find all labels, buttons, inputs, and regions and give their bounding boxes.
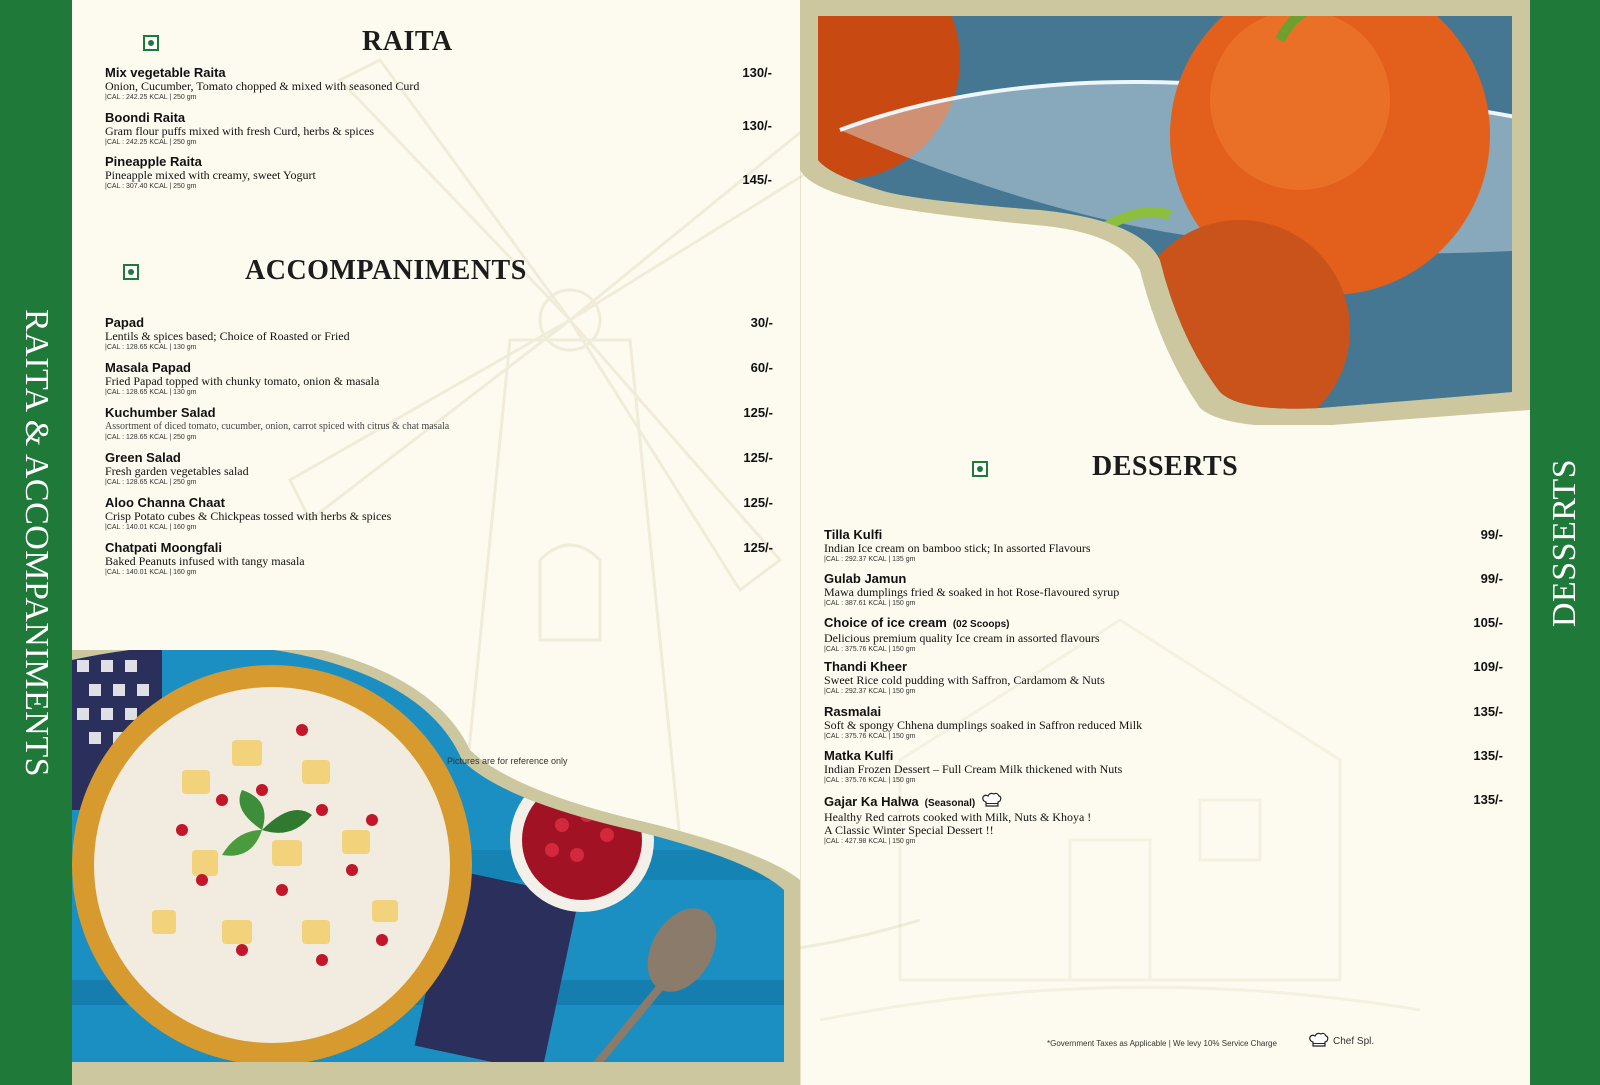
item-description-line2: A Classic Winter Special Dessert !! (824, 823, 994, 837)
left-sidebar-label: RAITA & ACCOMPANIMENTS (18, 308, 55, 777)
item-name: Pineapple Raita (105, 154, 202, 169)
item-price: 125/- (743, 495, 773, 510)
chef-special-legend: Chef Spl. (1333, 1036, 1375, 1047)
menu-item (105, 540, 305, 578)
left-sidebar-band (0, 0, 72, 1085)
item-name-suffix: (02 Scoops) (952, 619, 1010, 630)
item-name (824, 748, 1122, 763)
item-calories: |CAL : 140.01 KCAL | 160 gm (105, 524, 197, 531)
item-description: Lentils & spices based; Choice of Roasted or Fried (105, 329, 350, 343)
menu-item (824, 792, 1091, 847)
item-calories: |CAL : 427.98 KCAL | 150 gm (824, 838, 916, 845)
item-name (824, 792, 1091, 811)
reference-note: Pictures are for reference only (447, 756, 568, 766)
item-name-text: Gajar Ka Halwa (824, 794, 919, 809)
item-name-text: Matka Kulfi (824, 748, 894, 763)
item-description: Delicious premium quality Ice cream in assorted flavours (824, 631, 1100, 645)
item-description: Baked Peanuts infused with tangy masala (105, 554, 305, 568)
menu-item (824, 615, 1100, 655)
gulab-jamun-photo (800, 0, 1530, 425)
menu-item (824, 704, 1142, 742)
menu-item (824, 659, 1105, 697)
item-description: Indian Ice cream on bamboo stick; In assorted Flavours (824, 541, 1091, 555)
chef-hat-icon (1308, 1032, 1330, 1048)
item-calories: |CAL : 242.25 KCAL | 250 gm (105, 94, 197, 101)
item-name: Papad (105, 315, 145, 330)
item-price: 99/- (1480, 527, 1503, 542)
right-sidebar-band (1530, 0, 1600, 1085)
item-price: 99/- (1480, 571, 1503, 586)
item-name: Mix vegetable Raita (105, 65, 226, 80)
item-price: 30/- (750, 315, 773, 330)
item-name: Green Salad (105, 450, 181, 465)
menu-item (105, 110, 374, 148)
item-name: Chatpati Moongfali (105, 540, 222, 555)
item-price: 135/- (1473, 704, 1503, 719)
menu-item (105, 360, 379, 398)
item-calories: |CAL : 375.76 KCAL | 150 gm (824, 646, 916, 653)
item-name: Kuchumber Salad (105, 405, 216, 420)
item-price: 145/- (742, 172, 772, 187)
item-calories: |CAL : 292.37 KCAL | 150 gm (824, 688, 916, 695)
item-description: Mawa dumplings fried & soaked in hot Rose-flavoured syrup (824, 585, 1120, 599)
item-calories: |CAL : 128.65 KCAL | 130 gm (105, 389, 197, 396)
item-name (824, 615, 1100, 632)
item-name-suffix: (Seasonal) (924, 798, 976, 809)
item-price: 109/- (1473, 659, 1503, 674)
item-name (824, 571, 1119, 586)
item-calories: |CAL : 307.40 KCAL | 250 gm (105, 183, 197, 190)
item-description: Gram flour puffs mixed with fresh Curd, herbs & spices (105, 124, 375, 138)
chef-hat-icon (981, 792, 1003, 808)
item-description: Healthy Red carrots cooked with Milk, Nuts & Khoya ! (824, 810, 1092, 824)
item-name (824, 659, 1105, 674)
veg-icon (143, 35, 159, 51)
item-description: Pineapple mixed with creamy, sweet Yogurt (105, 168, 316, 182)
item-name: Masala Papad (105, 360, 191, 375)
veg-icon (123, 264, 139, 280)
item-name: Aloo Channa Chaat (105, 495, 225, 510)
tax-footnote: *Government Taxes as Applicable | We levy 10% Service Charge (1047, 1039, 1277, 1048)
raita-title: RAITA (362, 26, 453, 57)
item-name (824, 527, 1091, 542)
item-calories: |CAL : 375.76 KCAL | 150 gm (824, 733, 916, 740)
item-calories: |CAL : 387.61 KCAL | 150 gm (824, 600, 916, 607)
menu-item (824, 527, 1091, 565)
item-name-text: Gulab Jamun (824, 571, 907, 586)
item-price: 105/- (1473, 615, 1503, 630)
item-price: 135/- (1473, 792, 1503, 807)
item-description: Crisp Potato cubes & Chickpeas tossed with herbs & spices (105, 509, 392, 523)
item-description: Assortment of diced tomato, cucumber, onion, carrot spiced with citrus & chat masala (105, 421, 450, 432)
item-price: 125/- (743, 540, 773, 555)
menu-item (105, 315, 350, 353)
item-name-text: Choice of ice cream (824, 615, 947, 630)
right-sidebar-label: DESSERTS (1546, 458, 1583, 627)
menu-item (105, 405, 449, 443)
item-price: 135/- (1473, 748, 1503, 763)
item-name: Boondi Raita (105, 110, 186, 125)
item-description: Fresh garden vegetables salad (105, 464, 249, 478)
item-name-text: Thandi Kheer (824, 659, 908, 674)
item-name-text: Rasmalai (824, 704, 882, 719)
raita-photo (72, 650, 800, 1085)
item-name-text: Tilla Kulfi (824, 527, 883, 542)
item-description: Sweet Rice cold pudding with Saffron, Cardamom & Nuts (824, 673, 1105, 687)
item-name (824, 704, 1142, 719)
item-calories: |CAL : 140.01 KCAL | 160 gm (105, 569, 197, 576)
menu-item (824, 748, 1122, 786)
item-calories: |CAL : 292.37 KCAL | 135 gm (824, 556, 916, 563)
menu-item (105, 450, 249, 488)
menu-item (824, 571, 1119, 609)
veg-icon (972, 461, 988, 477)
item-description: Fried Papad topped with chunky tomato, onion & masala (105, 374, 380, 388)
menu-item (105, 154, 316, 192)
desserts-title: DESSERTS (1092, 451, 1239, 482)
item-price: 130/- (742, 118, 772, 133)
item-price: 125/- (743, 405, 773, 420)
item-calories: |CAL : 375.76 KCAL | 150 gm (824, 777, 916, 784)
item-calories: |CAL : 128.65 KCAL | 130 gm (105, 344, 197, 351)
item-description: Soft & spongy Chhena dumplings soaked in Saffron reduced Milk (824, 718, 1143, 732)
item-price: 130/- (742, 65, 772, 80)
menu-item (105, 495, 391, 533)
item-calories: |CAL : 128.65 KCAL | 250 gm (105, 434, 197, 441)
item-price: 60/- (750, 360, 773, 375)
item-calories: |CAL : 128.65 KCAL | 250 gm (105, 479, 197, 486)
accompaniments-title: ACCOMPANIMENTS (245, 255, 527, 286)
item-calories: |CAL : 242.25 KCAL | 250 gm (105, 139, 197, 146)
item-description: Indian Frozen Dessert – Full Cream Milk thickened with Nuts (824, 762, 1123, 776)
item-price: 125/- (743, 450, 773, 465)
menu-item (105, 65, 419, 103)
item-description: Onion, Cucumber, Tomato chopped & mixed with seasoned Curd (105, 79, 420, 93)
